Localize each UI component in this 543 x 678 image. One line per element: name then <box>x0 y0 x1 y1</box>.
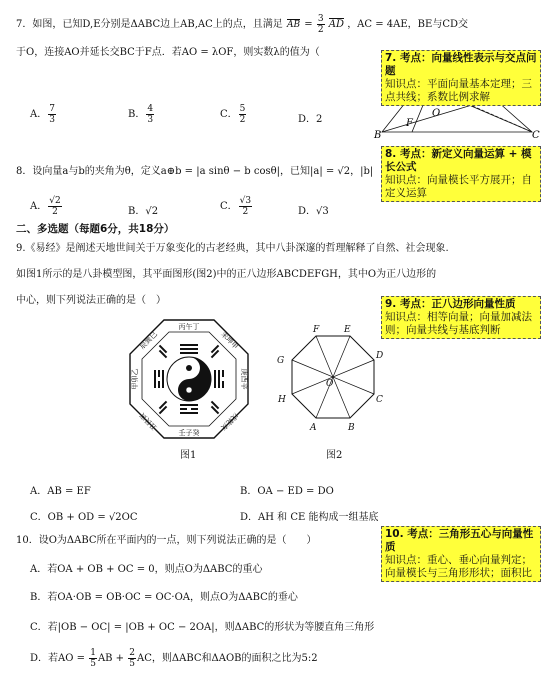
q10-annotation: 10. 考点：三角形五心与向量性质 知识点：重心、垂心向量判定；向量模长与三角形形状；面积比 <box>381 526 541 582</box>
q9-option-c[interactable]: C．OB + OD = √2OC <box>30 512 138 523</box>
q7-label-b: B <box>374 130 382 140</box>
q7-label-c: C <box>532 130 540 140</box>
q9-line3: 中心，则下列说法正确的是（ ） <box>16 295 166 306</box>
q7-option-d[interactable]: D．2 <box>298 114 323 125</box>
q8-option-c[interactable]: C． $\frac{√3}{2}$ <box>220 196 252 217</box>
octagon-figure <box>272 322 392 444</box>
q8-option-a[interactable]: A． $\frac{√2}{2}$ <box>30 196 61 217</box>
bagua-label-north: 壬子癸 <box>178 429 200 437</box>
bagua-label-southwest: 未坤申 <box>219 330 240 351</box>
q9-line2: 如图1所示的是八卦模型图，其平面图形(图2)中的正八边形ABCDEFGH，其中O为正八边形的 <box>16 269 437 280</box>
octagon-label-h: H <box>278 395 286 405</box>
octagon-label-c: C <box>376 395 383 405</box>
figure1-caption: 图1 <box>180 450 197 461</box>
q7-option-b[interactable]: B． $\frac{4}{3}$ <box>128 104 154 125</box>
octagon-label-b: B <box>348 423 355 433</box>
section-multiple-choice-heading: 二、多选题（每题6分，共18分） <box>16 223 175 235</box>
bagua-label-northeast: 丑艮寅 <box>138 411 159 432</box>
q8-option-d[interactable]: D．√3 <box>298 206 329 217</box>
q9-option-d[interactable]: D．AH 和 CE 能构成一组基底 <box>240 512 379 523</box>
q7-line1: 7．如图，已知D,E分别是ΔABC边上AB,AC上的点，且满足 AB = $\frac{3}{2}$ AD ，AC = 4AE，BE与CD交 <box>16 14 468 35</box>
figure2-caption: 图2 <box>326 450 343 461</box>
q10-line1: 10．设O为ΔABC所在平面内的一点，则下列说法正确的是（ ） <box>16 535 317 546</box>
q10-option-a[interactable]: A．若OA + OB + OC = 0，则点O为ΔABC的重心 <box>30 564 263 575</box>
q9-option-b[interactable]: B．OA − ED = DO <box>240 486 334 497</box>
q10-option-d[interactable]: D．若AO = $\frac{1}{5}$ AB + $\frac{2}{5}$ AC，则ΔABC和ΔAOB的面积之比为5:2 <box>30 648 318 669</box>
q7-label-f: F <box>406 118 413 129</box>
q9-line1: 9.《易经》是阐述天地世间关于万象变化的古老经典，其中八卦深邃的哲理解释了自然、社会现象. <box>16 243 449 254</box>
bagua-label-northwest: 戌乾亥 <box>219 411 240 432</box>
q7-option-c[interactable]: C． $\frac{5}{2}$ <box>220 104 246 125</box>
q7-eq1-fraction: $\frac{3}{2}$ <box>317 14 324 35</box>
q7-label-o: O <box>432 108 441 119</box>
q9-annotation: 9. 考点：正八边形向量性质 知识点：相等向量；向量加减法则；向量共线与基底判断 <box>381 296 541 339</box>
q7-option-a[interactable]: A． $\frac{7}{3}$ <box>30 104 55 125</box>
octagon-label-o: O <box>326 379 334 389</box>
q7-line2: 于O，连接AO并延长交BC于F点．若AO = λOF，则实数λ的值为（ <box>16 47 320 58</box>
octagon-label-d: D <box>376 351 384 361</box>
q10-option-c[interactable]: C．若|OB − OC| = |OB + OC − 2OA|，则ΔABC的形状为等腰直角三角形 <box>30 622 375 633</box>
octagon-label-e: E <box>344 325 351 335</box>
bagua-label-west: 庚酉辛 <box>240 368 248 390</box>
octagon-label-a: A <box>310 423 317 433</box>
bagua-label-east: 甲卯乙 <box>131 368 139 390</box>
q9-option-a[interactable]: A．AB = EF <box>30 486 91 497</box>
q7-annotation: 7. 考点：向量线性表示与交点问题 知识点：平面向量基本定理；三点共线；系数比例求解 <box>381 50 541 106</box>
q8-line1: 8．设向量a与b的夹角为θ，定义a⊕b = |a sinθ − b cosθ|，已知|a| = √2，|b| <box>16 166 374 177</box>
bagua-label-south: 丙午丁 <box>178 323 200 331</box>
bagua-label-southeast: 辰巽巳 <box>138 330 159 351</box>
q10-option-b[interactable]: B．若OA·OB = OB·OC = OC·OA，则点O为ΔABC的垂心 <box>30 592 298 603</box>
octagon-label-f: F <box>313 325 320 335</box>
bagua-figure <box>128 318 250 440</box>
q8-option-b[interactable]: B．√2 <box>128 206 159 217</box>
q8-annotation: 8. 考点：新定义向量运算 + 模长公式 知识点：向量模长平方展开；自定义运算 <box>381 146 541 202</box>
q7-eq1-left: AB <box>286 20 301 30</box>
octagon-label-g: G <box>277 356 285 366</box>
